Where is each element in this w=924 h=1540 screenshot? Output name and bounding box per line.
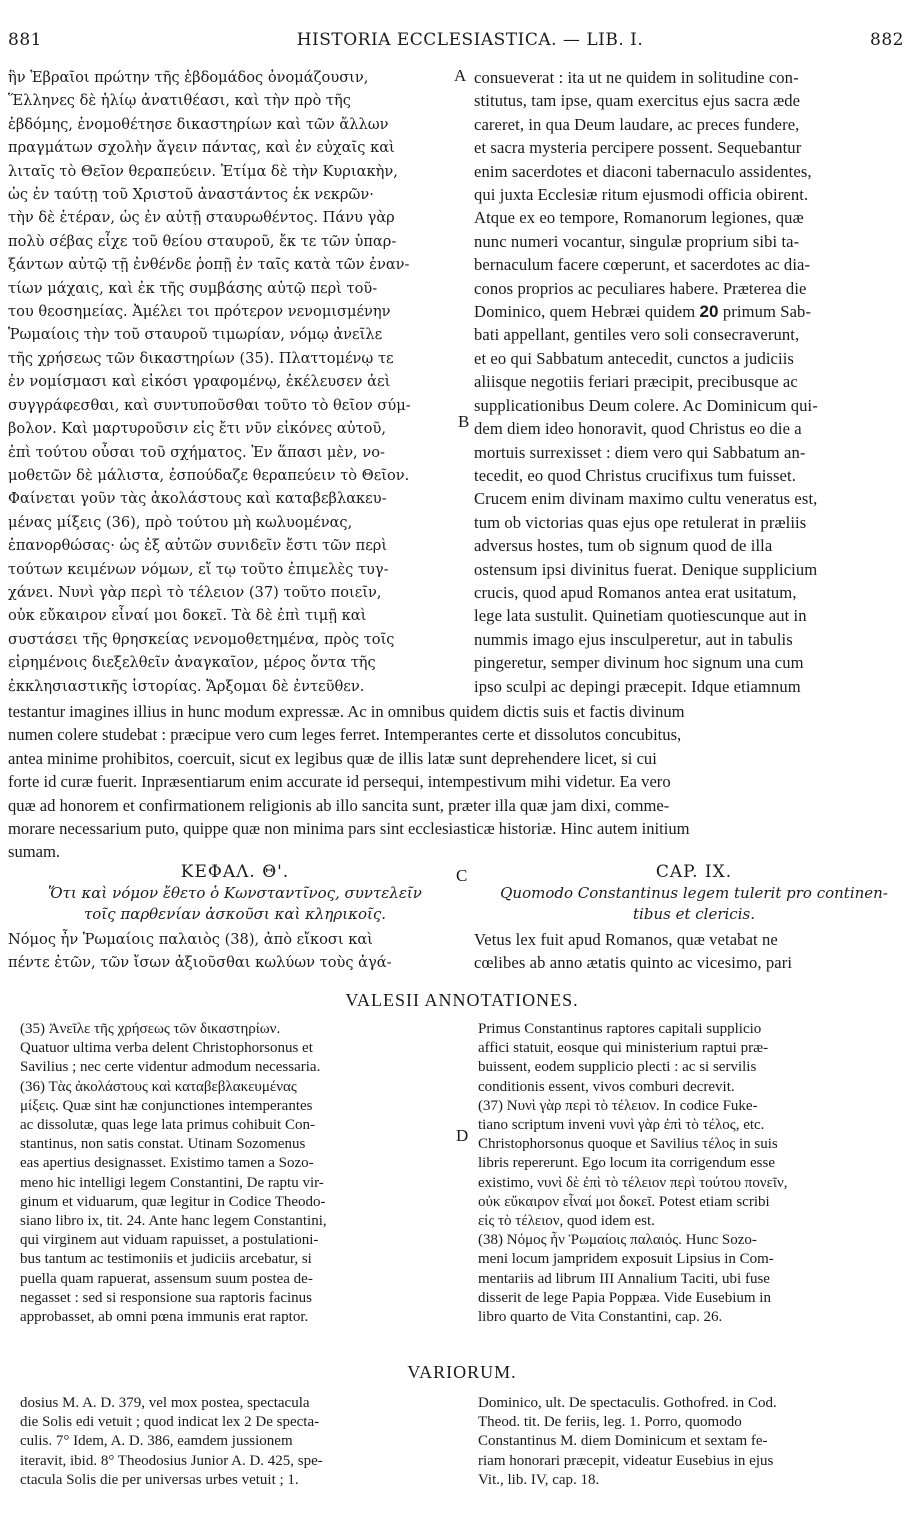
annotation-line: qui virginem aut viduam rapuisset, a postulationi- xyxy=(20,1232,319,1249)
variorum-line: dosius M. A. D. 379, vel mox postea, spectacula xyxy=(20,1395,310,1411)
latin-text-line: quæ ad honorem et confirmationem religionis ab illo sancita sunt, præter illa quæ jam dixi, comme- xyxy=(8,795,670,815)
margin-marker-d: D xyxy=(456,1126,469,1145)
greek-text-line: Ῥωμαίοις τὴν τοῦ σταυροῦ τιμωρίαν, νόμῳ ἀνεῖλε xyxy=(8,326,383,344)
running-header: HISTORIA ECCLESIASTICA. — LIB. I. xyxy=(296,30,644,50)
greek-text-line: συστάσει τῆς θρησκείας νενομοθετημένα, πρὸς τοῖς xyxy=(8,630,395,648)
greek-text-line: μοθετῶν δὲ μάλιστα, ἐσπούδαζε θεραπεύειν τὸ Θεῖον. xyxy=(8,466,410,484)
annotation-line: stantinus, non satis constat. Utinam Sozomenus xyxy=(20,1136,306,1153)
greek-text-line: λιταῖς τὸ Θεῖον θεραπεύειν. Ἐτίμα δὲ τὴν Κυριακὴν, xyxy=(8,162,398,180)
latin-text-line: consueverat : ita ut ne quidem in solitudine con- xyxy=(474,68,799,87)
margin-marker-b: B xyxy=(458,412,470,431)
greek-text-line: ὡς ἐν ταύτῃ τοῦ Χριστοῦ ἀναστάντος ἐκ νεκρῶν· xyxy=(8,186,374,204)
greek-text-line: Φαίνεται γοῦν τὰς ἀκολάστους καὶ καταβεβλακευ- xyxy=(8,490,387,508)
variorum-line: Theod. tit. De feriis, leg. 1. Porro, quomodo xyxy=(478,1414,742,1431)
latin-text-line xyxy=(474,300,914,323)
margin-marker-a: A xyxy=(454,66,467,85)
greek-text-line: τίων μάχαις, καὶ ἐκ τῆς συμβάσης αὐτῷ περὶ τοῦ- xyxy=(8,279,378,297)
annotation-line: (37) Νυνὶ γὰρ περὶ τὸ τέλειον. In codice Fuke- xyxy=(478,1097,758,1114)
chapter-subtitle-latin-1: Quomodo Constantinus legem tulerit pro continen- xyxy=(500,884,888,902)
chapter-subtitle-greek-1: Ὅτι καὶ νόμον ἔθετο ὁ Κωνσταντῖνος, συντελεῖν xyxy=(48,884,422,902)
greek-text-line: βολον. Καὶ μαρτυροῦσιν εἰς ἔτι νῦν εἰκόνες αὐτοῦ, xyxy=(8,420,386,438)
latin-text-line: Vetus lex fuit apud Romanos, quæ vetabat ne xyxy=(474,930,778,949)
latin-text-line: lege lata sustulit. Quinetiam quotiescunque aut in xyxy=(474,606,807,626)
latin-text-line: Atque ex eo tempore, Romanorum legiones, quæ xyxy=(474,208,804,228)
latin-text-line: numen colere studebat : præcipue vero cum leges ferret. Intemperantes certe et dissolutos concubitus, xyxy=(8,725,682,745)
annotation-line: (36) Τὰς ἀκολάστους καὶ καταβεβλακευμένας xyxy=(20,1078,297,1095)
chapter-title-latin: CAP. IX. xyxy=(655,862,733,882)
variorum-line: Dominico, ult. De spectaculis. Gothofred. in Cod. xyxy=(478,1395,777,1411)
latin-text-line: forte id curæ fuerit. Inpræsentiarum enim accurate id persequi, intempestivum mihi videtur. Ea vero xyxy=(8,772,671,792)
latin-text-line: nummis imago ejus insculperetur, aut in tabulis xyxy=(474,629,793,649)
latin-text-line: dem diem ideo honoravit, quod Christus eo die a xyxy=(474,419,802,439)
annotation-line: (35) Ἀνεῖλε τῆς χρήσεως τῶν δικαστηρίων. xyxy=(20,1021,281,1037)
valesii-notes-right xyxy=(478,1020,914,1327)
annotation-line: Primus Constantinus raptores capitali supplicio xyxy=(478,1021,762,1037)
latin-text-line: testantur imagines illius in hunc modum expressæ. Ac in omnibus quidem dictis suis et factis divinum xyxy=(8,702,685,721)
latin-text-line: et eo qui Sabbatum antecedit, cunctos a judiciis xyxy=(474,348,794,368)
valesii-notes-left xyxy=(20,1020,456,1327)
latin-text-line: stitutus, tam ipse, quam exercitus ejus sacra æde xyxy=(474,91,801,111)
latin-text-line: tecedit, eo quod Christus crucifixus tum fuisset. xyxy=(474,465,796,485)
variorum-line: culis. 7° Idem, A. D. 386, eamdem jussionem xyxy=(20,1433,293,1450)
annotation-line: libro quarto de Vita Constantini, cap. 26. xyxy=(478,1309,723,1326)
greek-text-line: Ἕλληνες δὲ ἡλίῳ ἀνατιθέασι, καὶ τὴν πρὸ τῆς xyxy=(8,92,351,110)
variorum-notes-left xyxy=(20,1394,456,1490)
annotation-line: meno hic intelligi legem Constantini, De raptu vir- xyxy=(20,1174,324,1191)
greek-text-line: ξάντων αὐτῷ τῇ ἐνθένδε ῥοπῇ ἐν ταῖς κατὰ τῶν ἐναν- xyxy=(8,256,410,274)
annotation-line: negasset : sed si responsione sua raptoris facinus xyxy=(20,1289,313,1306)
annotation-line: Christophorsonus quoque et Savilius τέλος in suis xyxy=(478,1136,778,1153)
greek-text-line: οὐκ εὔκαιρον εἶναί μοι δοκεῖ. Τὰ δὲ ἐπὶ τιμῇ καὶ xyxy=(8,607,367,625)
latin-text-line: sumam. xyxy=(8,842,61,862)
latin-text-line: crucis, quod apud Romanos antea erat usitatum, xyxy=(474,582,797,602)
line-number: 20 xyxy=(699,302,719,322)
annotation-line: conditionis essent, vivos comburi decrevit. xyxy=(478,1078,735,1095)
annotation-line: mentariis ad librum III Annalium Taciti, ubi fuse xyxy=(478,1270,770,1287)
variorum-title: VARIORUM. xyxy=(407,1362,517,1382)
variorum-line: Vit., lib. IV, cap. 18. xyxy=(478,1471,600,1488)
latin-text-line: ipso sculpi ac depingi præcepit. Idque etiamnum xyxy=(474,676,801,696)
latin-text-line: ostensum ipsi divinitus fuerat. Denique supplicium xyxy=(474,559,818,579)
latin-text-line: antea minime prohibitos, coercuit, sicut ex legibus quæ de illis latæ sunt deprehendere licet, si cui xyxy=(8,748,657,768)
annotation-line: bus tantum ac testimoniis et judiciis arcebatur, si xyxy=(20,1251,312,1268)
latin-text-line: supplicationibus Deum colere. Ac Dominicum qui- xyxy=(474,395,818,415)
annotation-line: Quatuor ultima verba delent Christophorsonus et xyxy=(20,1040,313,1057)
annotation-line: εἰς τὸ τέλειον, quod idem est. xyxy=(478,1213,655,1230)
latin-text-line: bernaculum facere cœperunt, et sacerdotes ac dia- xyxy=(474,255,811,275)
latin-text-line: adversus hostes, tum ob signum quod de illa xyxy=(474,536,773,556)
page-number-right: 882 xyxy=(870,30,904,50)
latin-text-line: mortuis surrexisset : diem vero qui Sabbatum an- xyxy=(474,442,806,462)
latin-text-line: bati appellant, gentiles vero soli consecraverunt, xyxy=(474,325,800,345)
annotation-line: meni locum jampridem exposuit Lipsius in Com- xyxy=(478,1251,774,1268)
latin-column-upper xyxy=(474,66,914,698)
greek-text-line: τούτων κειμένων νόμων, εἴ τῳ τοῦτο ἐπιμελὲς τυγ- xyxy=(8,560,389,578)
variorum-line: ctacula Solis die per universas urbes vetuit ; 1. xyxy=(20,1471,299,1488)
variorum-line: Constantinus M. diem Dominicum et sextam fe- xyxy=(478,1433,768,1450)
annotation-line: ginum et viduarum, quæ legitur in Codice Theodo- xyxy=(20,1193,326,1210)
greek-text-line: ἐπὶ τούτου οὖσαι τοῦ σχήματος. Ἐν ἅπασι μὲν, νο- xyxy=(8,443,385,461)
annotation-line: Savilius ; nec certe videntur admodum necessaria. xyxy=(20,1059,321,1076)
annotation-line: puella quam rapuerat, assensum suum postea de- xyxy=(20,1270,313,1287)
variorum-line: riam honorari præcepit, videatur Eusebius in ejus xyxy=(478,1452,774,1469)
latin-text-line: aliisque negotiis feriari præcipit, precibusque ac xyxy=(474,372,798,392)
greek-text-line: ἐπανορθώσας· ὡς ἐξ αὐτῶν συνιδεῖν ἔστι τῶν περὶ xyxy=(8,537,388,555)
greek-text-line: ἐκκλησιαστικῆς ἱστορίας. Ἄρξομαι δὲ ἐντεῦθεν. xyxy=(8,677,365,695)
greek-text-line: συγγράφεσθαι, καὶ συντυποῦσθαι τοῦτο τὸ θεῖον σύμ- xyxy=(8,396,411,414)
chapter-heading-latin xyxy=(474,862,914,925)
annotation-line: ac dissolutæ, quas lege lata primus cohibuit Con- xyxy=(20,1117,315,1134)
variorum-notes-right xyxy=(478,1394,914,1490)
annotation-line: eas apertius designasset. Existimo tamen a Sozo- xyxy=(20,1155,314,1172)
greek-text-line: μένας μίξεις (36), πρὸ τούτου μὴ κωλυομένας, xyxy=(8,513,353,531)
latin-text-line: pingeretur, semper divinum hoc signum una cum xyxy=(474,653,804,673)
page-number-left: 881 xyxy=(8,30,42,50)
annotation-line: μίξεις. Quæ sint hæ conjunctiones intemperantes xyxy=(20,1097,313,1114)
latin-text-line: morare necessarium puto, quippe quæ non minima pars sint ecclesiasticæ historiæ. Hinc autem initium xyxy=(8,819,690,839)
latin-text-line: tum ob victorias quas ejus ope retulerat in præliis xyxy=(474,512,807,532)
variorum-line: die Solis edi vetuit ; quod indicat lex 2 De specta- xyxy=(20,1414,320,1431)
latin-line-text: primum Sab- xyxy=(722,302,812,322)
annotation-line: (38) Νόμος ἦν Ῥωμαίοις παλαιός. Hunc Sozo- xyxy=(478,1232,757,1249)
chapter-title-greek: ΚΕΦΑΛ. Θ'. xyxy=(180,862,290,882)
latin-line-text: Dominico, quem Hebræi quidem xyxy=(474,302,696,322)
annotation-line: affici statuit, eosque qui ministerium raptui præ- xyxy=(478,1040,769,1057)
latin-text-line: cœlibes ab anno ætatis quinto ac vicesimo, pari xyxy=(474,953,793,973)
latin-column-lower xyxy=(474,928,914,975)
latin-text-line: enim sacerdotes et diaconi tabernaculo assidentes, xyxy=(474,161,812,181)
greek-text-line: πραγμάτων σχολὴν ἄγειν πάντας, καὶ ἐν εὐχαῖς καὶ xyxy=(8,139,395,157)
greek-text-line: ἣν Ἑβραῖοι πρώτην τῆς ἑβδομάδος ὀνομάζουσιν, xyxy=(8,69,369,86)
greek-text-line: ἐν νομίσμασι καὶ εἰκόσι γραφομένῳ, ἐκέλευσεν ἀεὶ xyxy=(8,373,391,391)
greek-text-line: εἰρημένοις διεξελθεῖν ἀναγκαῖον, μέρος ὄντα τῆς xyxy=(8,654,376,672)
annotation-line: οὐκ εὔκαιρον εἶναί μοι δοκεῖ. Potest etiam scribi xyxy=(478,1193,770,1210)
latin-full-width-text xyxy=(8,700,914,864)
latin-text-line: et sacra mysteria percipere possent. Sequebantur xyxy=(474,138,802,158)
annotation-line: existimo, νυνὶ δὲ ἐπὶ τὸ τέλειον περὶ τούτου πονεῖν, xyxy=(478,1174,788,1191)
greek-text-line: τὴν δὲ ἑτέραν, ὡς ἐν αὐτῇ σταυρωθέντος. Πάνυ γὰρ xyxy=(8,209,395,227)
chapter-subtitle-latin-2: tibus et clericis. xyxy=(633,905,755,923)
margin-marker-c: C xyxy=(456,866,468,885)
greek-column-lower xyxy=(8,928,454,975)
annotation-line: siano libro ix, tit. 24. Ante hanc legem Constantini, xyxy=(20,1213,327,1230)
latin-text-line: nunc numeri vocantur, singulæ proprium sibi ta- xyxy=(474,231,800,251)
greek-text-line: πολὺ σέβας εἶχε τοῦ θείου σταυροῦ, ἔκ τε τῶν ὑπαρ- xyxy=(8,232,397,250)
greek-text-line: ἑβδόμης, ἐνομοθέτησε δικαστηρίων καὶ τῶν ἄλλων xyxy=(8,115,389,133)
greek-text-line: Νόμος ἦν Ῥωμαίοις παλαιὸς (38), ἀπὸ εἴκοσι καὶ xyxy=(8,931,373,948)
greek-column-upper xyxy=(8,66,454,698)
annotation-line: disserit de lege Papia Poppæa. Vide Eusebium in xyxy=(478,1289,771,1306)
chapter-subtitle-greek-2: τοῖς παρθενίαν ἀσκοῦσι καὶ κληρικοῖς. xyxy=(83,905,387,923)
annotation-line: approbasset, ab omni pœna immunis erat raptor. xyxy=(20,1309,309,1326)
annotation-line: libris repererunt. Ego locum ita corrigendum esse xyxy=(478,1155,775,1172)
chapter-heading-greek xyxy=(20,862,450,925)
latin-text-line: qui juxta Ecclesiæ ritum ejusmodi officia obirent. xyxy=(474,185,809,205)
latin-text-line: careret, in qua Deum laudare, ac preces fundere, xyxy=(474,114,800,134)
greek-text-line: τῆς χρήσεως τῶν δικαστηρίων (35). Πλαττομένῳ τε xyxy=(8,349,394,367)
latin-text-line: conos proprios ac peculiares habere. Præterea die xyxy=(474,278,807,298)
greek-text-line: χάνει. Νυνὶ γὰρ περὶ τὸ τέλειον (37) τοῦτο ποιεῖν, xyxy=(8,583,382,601)
greek-text-line: του θεοσημείας. Ἀμέλει τοι πρότερον νενομισμένην xyxy=(8,303,391,321)
greek-text-line: πέντε ἐτῶν, τῶν ἴσων ἀξιοῦσθαι κωλύων τοὺς ἀγά- xyxy=(8,954,392,972)
variorum-line: iteravit, ibid. 8° Theodosius Junior A. D. 425, spe- xyxy=(20,1452,323,1469)
annotation-line: buissent, eodem supplicio plecti : ac si servilis xyxy=(478,1059,757,1076)
valesii-title: VALESII ANNOTATIONES. xyxy=(345,990,579,1010)
annotation-line: tiano scriptum inveni νυνὶ γὰρ ἐπὶ τὸ τέλος, etc. xyxy=(478,1117,765,1134)
latin-text-line: Crucem enim divinam maximo cultu veneratus est, xyxy=(474,489,818,509)
